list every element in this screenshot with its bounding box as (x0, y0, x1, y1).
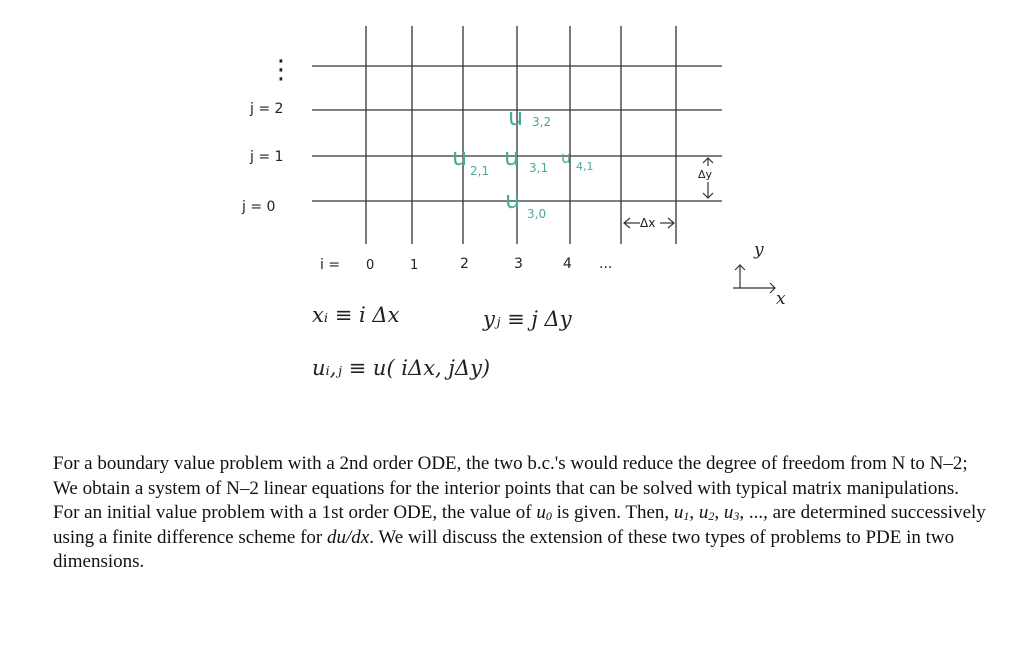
u2-symbol: $u_2$ (698, 502, 715, 523)
row-label-j2: j = 2 (250, 101, 284, 117)
caption-paragraph: For a boundary value problem with a 2nd order ODE, the two b.c.'s would reduce the degree of freedom from N to N–2; We obtain a system of N–2 linear equations for the interior points that can be solved with typical matrix manipulations. For an initial value problem with a 1st order ODE, the value of $u_0$ is given. Then, $u_1$, $u_2$, $u_3$, ..., are determined successively using a finite difference scheme for du/dx. We will discuss the extension of these two types of problems to PDE in two dimensions. (53, 453, 986, 572)
point-u-2-1 (452, 143, 489, 178)
row-label-j1: j = 1 (250, 149, 284, 165)
equation-y: yⱼ ≡ j Δy (483, 307, 572, 331)
col-prefix: i = (320, 257, 341, 273)
svg-text:4,1: 4,1 (576, 160, 594, 173)
svg-text:Δx: Δx (640, 216, 656, 230)
axes-indicator (733, 240, 786, 309)
col-label-3: 3 (514, 256, 523, 272)
svg-text:3,2: 3,2 (532, 115, 552, 129)
u0-symbol: $u_0$ (536, 502, 552, 523)
vertical-dots: ⋮ (268, 55, 294, 85)
delta-x-marker (624, 216, 674, 230)
svg-text:3,1: 3,1 (529, 161, 549, 175)
svg-text:u: u (505, 186, 521, 214)
point-u-3-2 (508, 103, 551, 131)
col-label-4: 4 (563, 256, 572, 272)
u3-symbol: $u_3$ (723, 502, 740, 523)
col-label-dots: ... (599, 256, 613, 272)
equation-x: xᵢ ≡ i Δx (312, 303, 400, 327)
col-label-2: 2 (460, 256, 469, 272)
point-u-4-1 (561, 148, 594, 173)
svg-text:u: u (452, 143, 468, 171)
col-label-0: 0 (366, 258, 375, 273)
u1-symbol: $u_1$ (673, 502, 690, 523)
equation-u: uᵢ,ⱼ ≡ u( iΔx, jΔy) (312, 356, 491, 380)
svg-text:2,1: 2,1 (470, 164, 490, 178)
axis-y-label: y (754, 240, 764, 260)
svg-text:3,0: 3,0 (527, 207, 547, 221)
svg-text:u: u (508, 103, 524, 131)
delta-y-marker (698, 158, 713, 198)
svg-text:u: u (561, 148, 572, 167)
col-label-1: 1 (410, 258, 419, 273)
du-dx: du/dx (326, 526, 370, 548)
axis-x-label: x (776, 289, 786, 309)
row-label-j0: j = 0 (242, 199, 276, 215)
point-u-3-0 (505, 186, 546, 221)
svg-text:u: u (504, 143, 520, 171)
svg-text:Δy: Δy (698, 168, 713, 181)
point-u-3-1 (504, 143, 548, 175)
